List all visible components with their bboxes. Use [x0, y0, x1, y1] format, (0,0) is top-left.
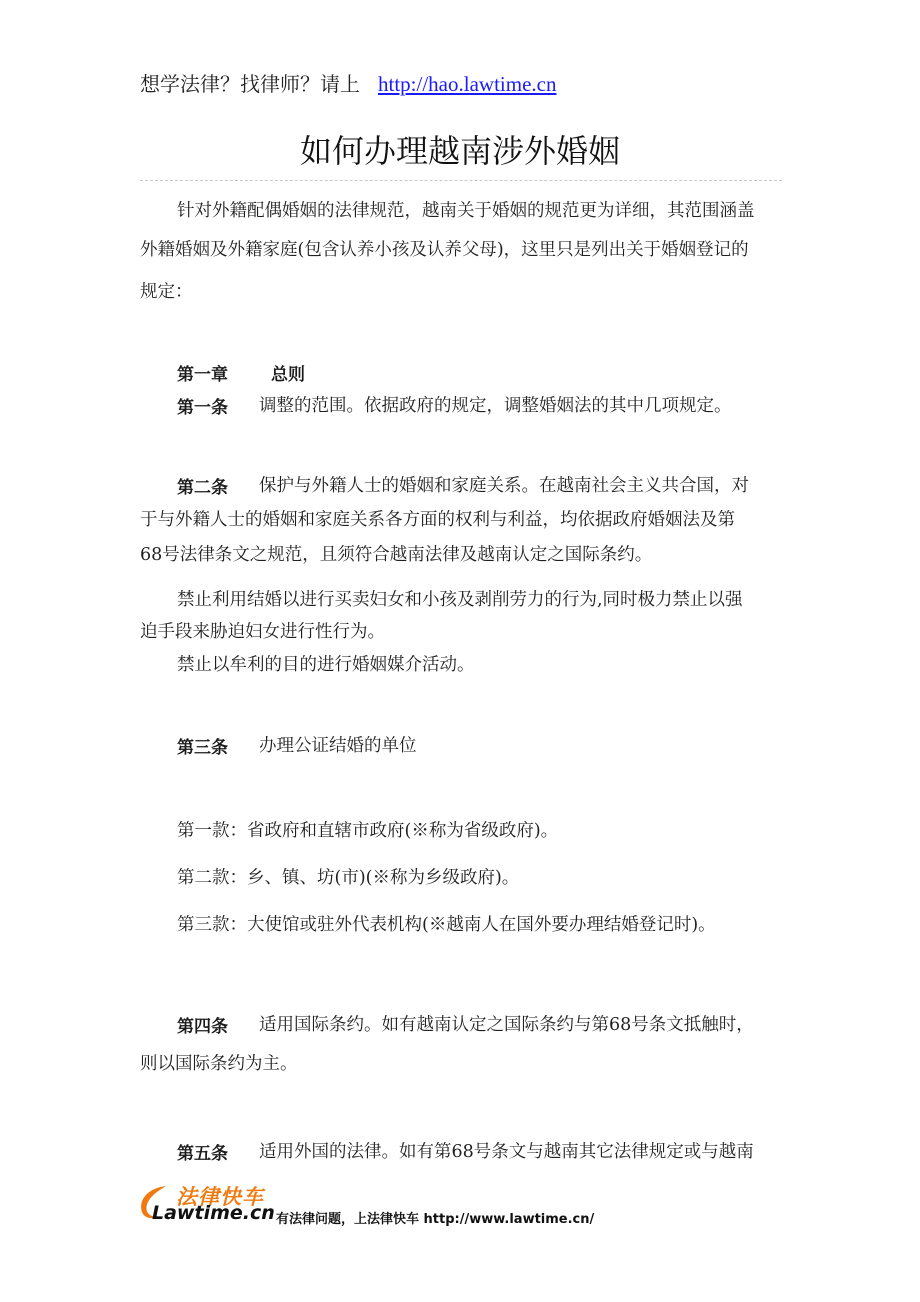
article-3-text: 办理公证结婚的单位 — [259, 736, 417, 756]
chapter-name: 总则 — [271, 365, 305, 385]
article-3-clause-2: 第二款：乡、镇、坊(市)(※称为乡级政府)。 — [177, 868, 520, 888]
article-3-clause-1: 第一款：省政府和直辖市政府(※称为省级政府)。 — [177, 821, 559, 841]
article-4-line-2: 则以国际条约为主。 — [140, 1054, 298, 1074]
article-2-line-2: 于与外籍人士的婚姻和家庭关系各方面的权利与利益，均依据政府婚姻法及第 — [140, 510, 735, 530]
page-header — [140, 68, 556, 97]
intro-line-2: 外籍婚姻及外籍家庭(包含认养小孩及认养父母)，这里只是列出关于婚姻登记的 — [140, 240, 749, 260]
article-1-label: 第一条 — [177, 398, 228, 418]
article-5-line-1: 适用外国的法律。如有第68号条文与越南其它法律规定或与越南 — [259, 1142, 754, 1162]
footer-logo-en: Lawtime.cn — [152, 1202, 275, 1224]
article-4-line-1: 适用国际条约。如有越南认定之国际条约与第68号条文抵触时， — [259, 1015, 754, 1035]
document-title: 如何办理越南涉外婚姻 — [299, 132, 620, 170]
article-2-para2-line-2: 迫手段来胁迫妇女进行性行为。 — [140, 622, 385, 642]
header-prefix: 想学法律？找律师？请上 — [140, 72, 360, 96]
intro-line-1: 针对外籍配偶婚姻的法律规范，越南关于婚姻的规范更为详细，其范围涵盖 — [177, 201, 755, 221]
intro-line-3: 规定： — [140, 282, 193, 302]
header-link[interactable]: http://hao.lawtime.cn — [378, 72, 557, 96]
article-1-text: 调整的范围。依据政府的规定，调整婚姻法的其中几项规定。 — [259, 396, 732, 416]
article-2-para3: 禁止以牟利的目的进行婚姻媒介活动。 — [177, 655, 475, 675]
article-3-clause-3: 第三款：大使馆或驻外代表机构(※越南人在国外要办理结婚登记时)。 — [177, 915, 716, 935]
article-2-line-1: 保护与外籍人士的婚姻和家庭关系。在越南社会主义共合国，对 — [259, 476, 749, 496]
article-5-label: 第五条 — [177, 1144, 228, 1164]
article-2-line-3: 68号法律条文之规范，且须符合越南法律及越南认定之国际条约。 — [140, 545, 653, 565]
title-divider — [140, 180, 782, 181]
footer-logo-cn: 法律快车 — [176, 1185, 264, 1209]
article-2-para2-line-1: 禁止利用结婚以进行买卖妇女和小孩及剥削劳力的行为,同时极力禁止以强 — [177, 590, 743, 610]
article-4-label: 第四条 — [177, 1017, 228, 1037]
article-3-label: 第三条 — [177, 738, 228, 758]
chapter-label: 第一章 — [177, 365, 228, 385]
article-2-label: 第二条 — [177, 478, 228, 498]
footer-text: 有法律问题，上法律快车 http://www.lawtime.cn/ — [276, 1212, 595, 1227]
